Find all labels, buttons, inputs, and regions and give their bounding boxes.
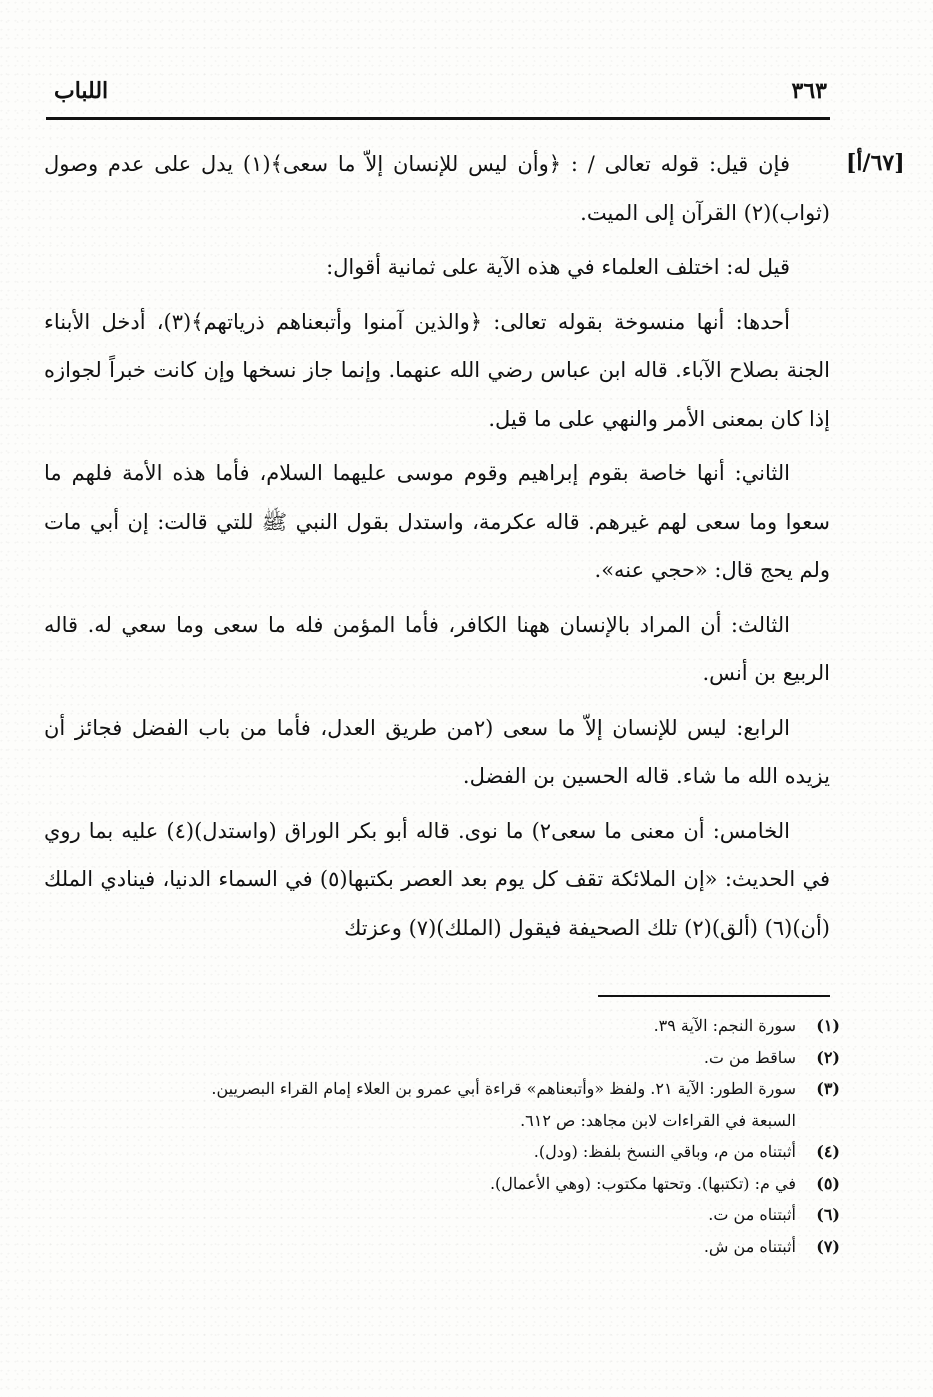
page-number: ٣٦٣ (791, 78, 827, 104)
footnotes (44, 1010, 840, 1262)
footnote (44, 1010, 840, 1042)
main-text (44, 140, 830, 958)
footnote-text: ساقط من ت. (703, 1047, 796, 1067)
footnote (44, 1231, 840, 1263)
footnote-text: سورة النجم: الآية ٣٩. (653, 1016, 796, 1035)
footnote (44, 1042, 840, 1074)
footnote-text: في م: (تكتبها). وتحتها مكتوب: (وهي الأعمال). (489, 1173, 796, 1193)
footnote-text: أثبتناه من ت. (708, 1205, 796, 1224)
footnote-number: (١) (816, 1016, 840, 1035)
folio-marker: [٦٧/أ] (846, 150, 905, 176)
footnote-number: (٦) (816, 1205, 840, 1224)
footnote-rule (598, 995, 830, 997)
footnote-continuation: السبعة في القراءات لابن مجاهد: ص ٦١٢. (520, 1110, 796, 1130)
footnote-number: (٤) (816, 1142, 840, 1161)
paragraph-third-opinion: الثالث: أن المراد بالإنسان ههنا الكافر، فأما المؤمن فله ما سعى وما سعي له. قاله الربيع بن أنس. (44, 612, 830, 685)
footnote-text: أثبتناه من ش. (703, 1236, 796, 1256)
paragraph-first-opinion: أحدها: أنها منسوخة بقوله تعالى: ﴿والذين آمنوا وأتبعناهم ذرياتهم﴾(٣)، أدخل الأبناء الجنة بصلاح الآباء. قاله ابن عباس رضي الله عنهما. وإنما جاز نسخها وإن كانت خبراً لجوازه إذا كان بمعنى الأمر والنهي على ما قيل. (44, 309, 830, 431)
footnote-number: (٧) (816, 1236, 840, 1256)
footnote-number: (٣) (816, 1079, 840, 1098)
paragraph-answer-intro: قيل له: اختلف العلماء في هذه الآية على ثمانية أقوال: (326, 255, 790, 279)
footnote (44, 1073, 840, 1136)
footnote-text: أثبتناه من م، وباقي النسخ بلفظ: (ودل). (533, 1142, 796, 1161)
paragraph-fifth-opinion: الخامس: أن معنى ما سعى٢) ما نوى. قاله أبو بكر الوراق (واستدل)(٤) عليه بما روي في الحديث: «إن الملائكة تقف كل يوم بعد العصر بكتبها(٥) في السماء الدنيا، فينادي الملك (أن)(٦) (ألق)(٢) تلك الصحيفة فيقول (الملك)(٧) وعزتك (44, 818, 831, 940)
paragraph-question: فإن قيل: قوله تعالى / : ﴿وأن ليس للإنسان إلاّ ما سعى﴾(١) يدل على عدم وصول (ثواب)(٢) القرآن إلى الميت. (44, 152, 830, 225)
running-title: اللباب (54, 78, 109, 104)
footnote (44, 1199, 840, 1231)
header-rule (46, 117, 830, 120)
paragraph-second-opinion: الثاني: أنها خاصة بقوم إبراهيم وقوم موسى عليهما السلام، فأما هذه الأمة فلهم ما سعوا وما سعى لهم غيرهم. قاله عكرمة، واستدل بقول النبي ﷺ للتي قالت: إن أبي مات ولم يحج قال: «حجي عنه». (44, 461, 830, 582)
paragraph-fourth-opinion: الرابع: ليس للإنسان إلاّ ما سعى (٢من طريق العدل، فأما من باب الفضل فجائز أن يزيده الله ما شاء. قاله الحسين بن الفضل. (44, 715, 830, 788)
footnote (44, 1136, 840, 1168)
page-header (46, 72, 827, 112)
footnote-number: (٢) (816, 1047, 840, 1067)
footnote-number: (٥) (816, 1173, 840, 1193)
footnote (44, 1168, 840, 1200)
footnote-text: سورة الطور: الآية ٢١. ولفظ «وأتبعناهم» قراءة أبي عمرو بن العلاء إمام القراء البصريين. (211, 1079, 796, 1098)
